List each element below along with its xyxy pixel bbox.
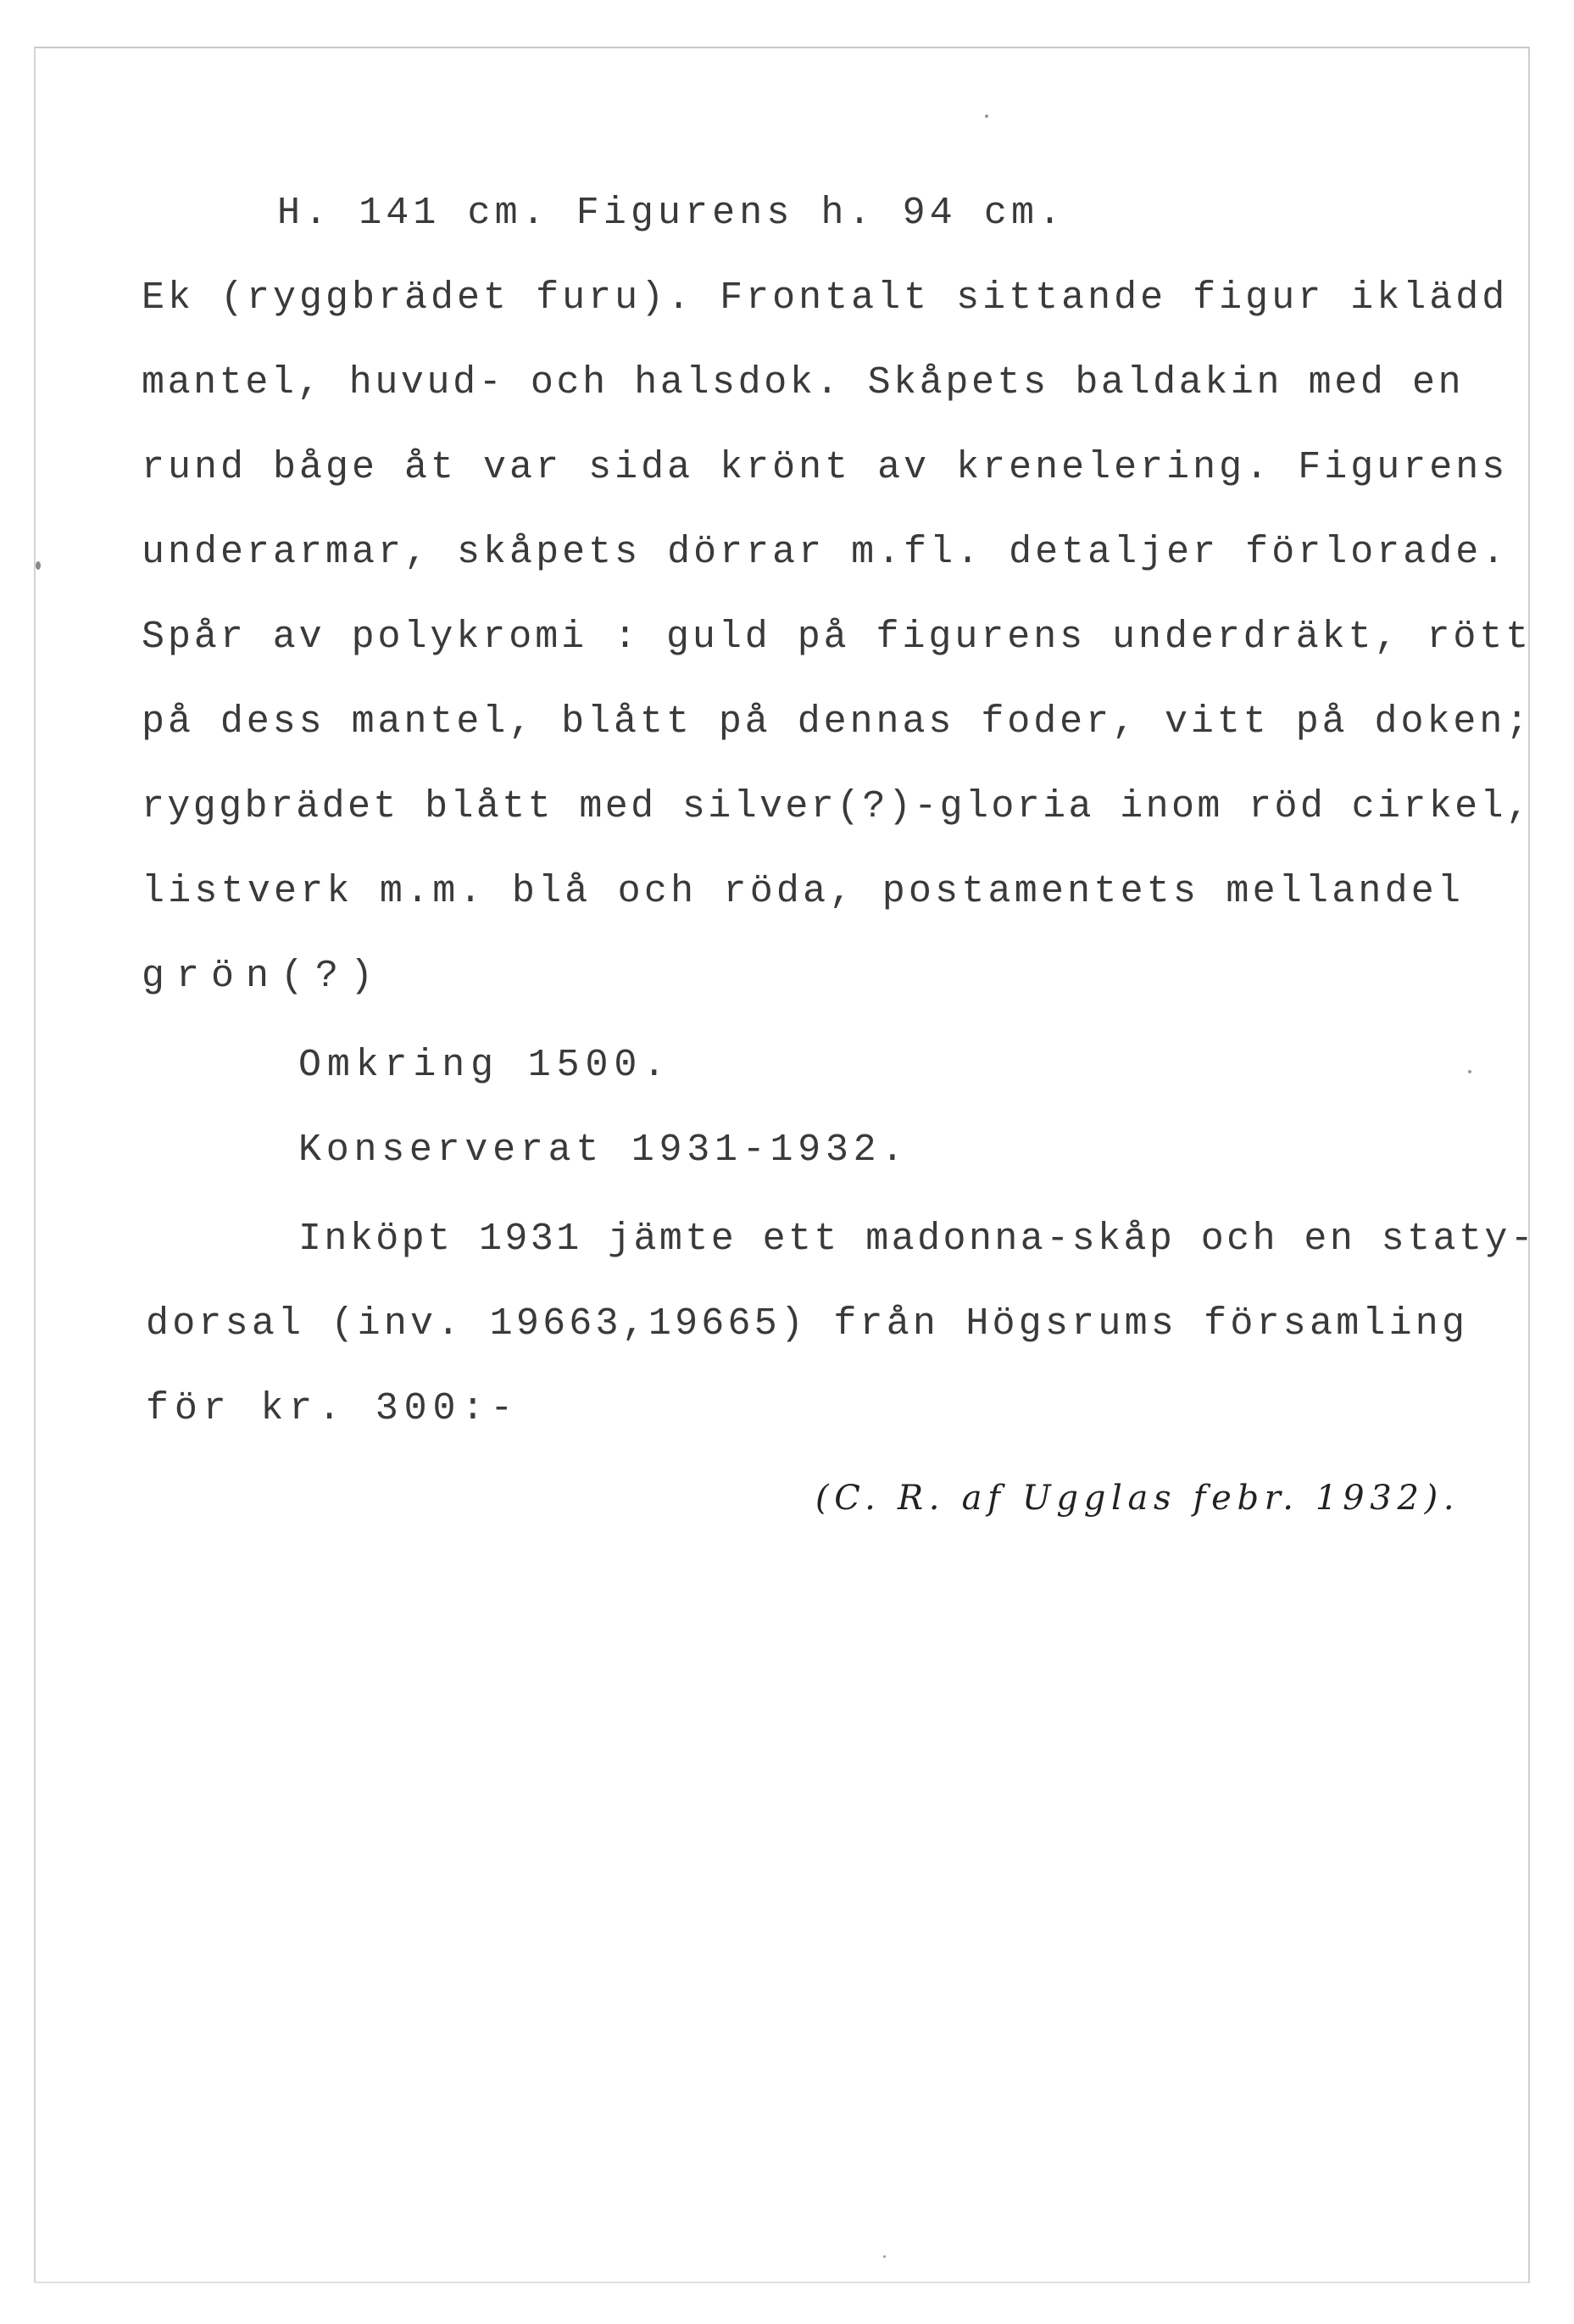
- description-line: grön(?): [142, 955, 386, 998]
- description-line: listverk m.m. blå och röda, postamentets mellandel: [142, 870, 1465, 913]
- description-line: ryggbrädet blått med silver(?)-gloria inom röd cirkel,: [142, 785, 1532, 828]
- paper-speck: [985, 114, 988, 118]
- description-line: underarmar, skåpets dörrar m.fl. detaljer förlorade.: [142, 531, 1509, 574]
- index-card: [34, 47, 1537, 2283]
- description-line: rund båge åt var sida krönt av krenelering. Figurens: [142, 446, 1509, 489]
- paper-speck: [1468, 1070, 1471, 1073]
- description-line: Spår av polykromi : guld på figurens underdräkt, rött: [142, 616, 1532, 659]
- conservation-line: Konserverat 1931-1932.: [298, 1129, 909, 1172]
- acquisition-line: Inköpt 1931 jämte ett madonna-skåp och en staty-: [298, 1218, 1537, 1261]
- description-line: på dess mantel, blått på dennas foder, vitt på doken;: [142, 700, 1532, 744]
- acquisition-line: för kr. 300:-: [146, 1387, 520, 1430]
- acquisition-line: dorsal (inv. 19663,19665) från Högsrums församling: [146, 1302, 1469, 1346]
- handwritten-signature: (C. R. af Ugglas febr. 1932).: [815, 1479, 1460, 1518]
- date-line: Omkring 1500.: [298, 1044, 672, 1087]
- edge-mark: [36, 561, 41, 570]
- description-line: mantel, huvud- och halsdok. Skåpets baldakin med en: [142, 361, 1465, 404]
- paper-speck: [883, 2255, 886, 2258]
- dimensions-line: H. 141 cm. Figurens h. 94 cm.: [277, 192, 1066, 235]
- description-line: Ek (ryggbrädet furu). Frontalt sittande figur iklädd: [142, 276, 1509, 320]
